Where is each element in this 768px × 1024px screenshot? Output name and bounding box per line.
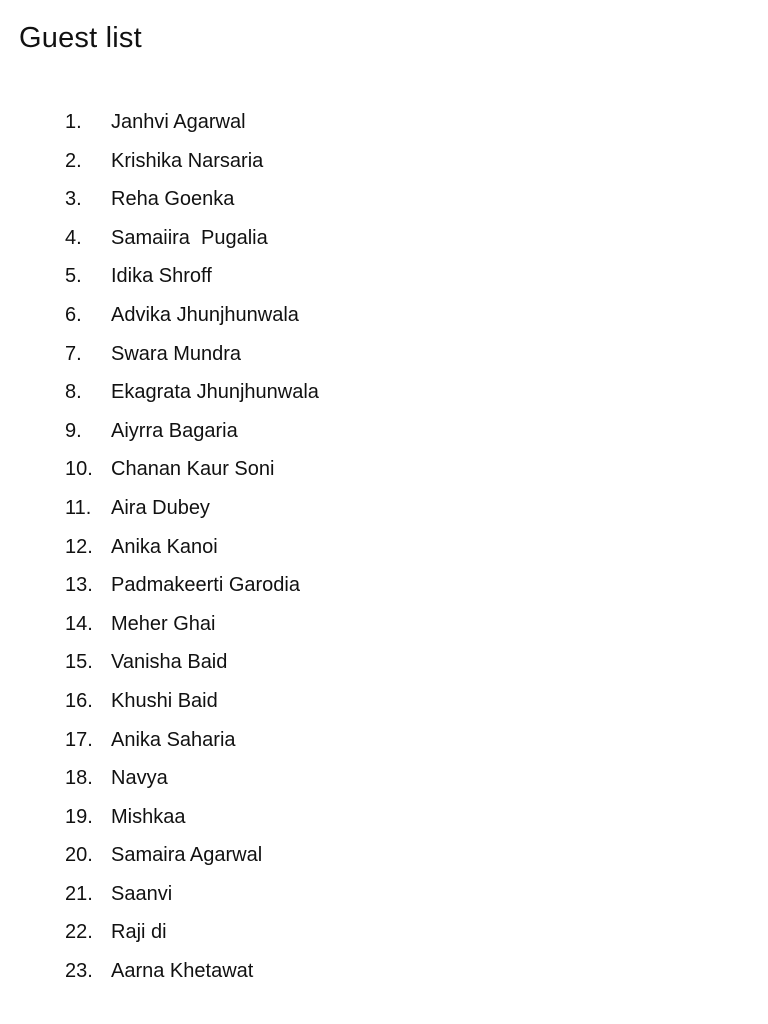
list-item-name: Saanvi: [111, 882, 173, 905]
list-item-number: 18.: [65, 767, 93, 790]
list-item-number: 23.: [65, 960, 93, 983]
list-item: [0, 721, 768, 760]
list-item: [0, 373, 768, 412]
list-item-name: Raji di: [111, 921, 167, 944]
list-item-name: Padmakeerti Garodia: [111, 574, 300, 597]
list-item-name: Vanisha Baid: [111, 651, 228, 674]
list-item-name: Swara Mundra: [111, 342, 242, 365]
list-item-number: 4.: [65, 226, 82, 249]
list-item-number: 14.: [65, 612, 93, 635]
list-item-number: 8.: [65, 381, 82, 404]
list-item: [0, 875, 768, 914]
list-item: [0, 643, 768, 682]
list-item: [0, 219, 768, 258]
list-item: [0, 913, 768, 952]
list-item-number: 1.: [65, 111, 82, 133]
list-item-name: Samaira Agarwal: [111, 844, 263, 867]
list-item: [0, 103, 768, 142]
list-item-name: Anika Saharia: [111, 728, 236, 751]
list-item-number: 20.: [65, 844, 93, 867]
page-title: Guest list: [19, 22, 142, 54]
list-item-number: 12.: [65, 535, 93, 558]
list-item-name: Ekagrata Jhunjhunwala: [111, 381, 319, 404]
list-item-name: Krishika Narsaria: [111, 149, 264, 172]
list-item-number: 3.: [65, 188, 82, 211]
list-item-name: Samaiira Pugalia: [111, 226, 268, 249]
list-item: [0, 489, 768, 528]
list-item: [0, 566, 768, 605]
list-item-number: 2.: [65, 149, 82, 172]
list-item-name: Aira Dubey: [111, 496, 210, 519]
list-item-number: 6.: [65, 303, 82, 326]
list-item-number: 22.: [65, 921, 93, 944]
list-item-number: 17.: [65, 728, 93, 751]
list-item-name: Idika Shroff: [111, 265, 212, 288]
list-item-number: 10.: [65, 458, 93, 481]
list-item-number: 9.: [65, 419, 82, 442]
list-item-name: Aarna Khetawat: [111, 960, 254, 983]
guest-list: [0, 103, 768, 991]
list-item-number: 7.: [65, 342, 82, 365]
list-item: [0, 335, 768, 374]
list-item-name: Chanan Kaur Soni: [111, 458, 275, 481]
list-item: [0, 528, 768, 567]
list-item-name: Aiyrra Bagaria: [111, 419, 238, 442]
list-item: [0, 952, 768, 991]
list-item-number: 5.: [65, 265, 82, 288]
list-item-name: Advika Jhunjhunwala: [111, 303, 299, 326]
list-item-name: Navya: [111, 767, 168, 790]
list-item: [0, 836, 768, 875]
list-item: [0, 759, 768, 798]
list-item-name: Meher Ghai: [111, 612, 216, 635]
list-item: [0, 798, 768, 837]
list-item: [0, 296, 768, 335]
list-item: [0, 180, 768, 219]
list-item-number: 11.: [65, 496, 92, 519]
list-item: [0, 412, 768, 451]
list-item-name: Anika Kanoi: [111, 535, 218, 558]
list-item-number: 15.: [65, 651, 93, 674]
list-item: [0, 605, 768, 644]
list-item-name: Mishkaa: [111, 805, 186, 828]
list-item-name: Reha Goenka: [111, 188, 235, 211]
list-item-number: 16.: [65, 689, 93, 712]
list-item-name: Khushi Baid: [111, 689, 218, 712]
list-item: [0, 450, 768, 489]
list-item-number: 19.: [65, 805, 93, 828]
list-item-number: 21.: [65, 882, 93, 905]
list-item-name: Janhvi Agarwal: [111, 111, 246, 133]
list-item: [0, 142, 768, 181]
list-item: [0, 257, 768, 296]
list-item-number: 13.: [65, 574, 93, 597]
list-item: [0, 682, 768, 721]
